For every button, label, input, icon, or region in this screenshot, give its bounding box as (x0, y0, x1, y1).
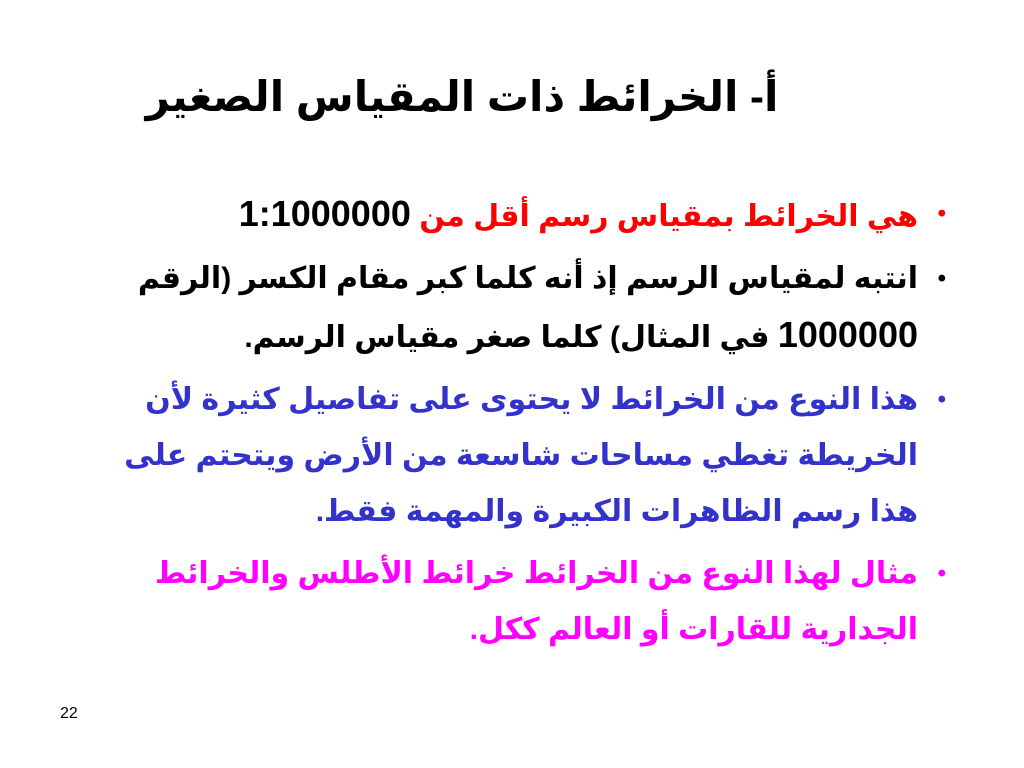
page-number: 22 (60, 705, 78, 722)
denominator-number: 1000000 (777, 314, 918, 355)
bullet-text: هي الخرائط بمقياس رسم أقل من (419, 200, 918, 233)
bullet-item-4 (100, 546, 946, 658)
scale-ratio: 1:1000000 (238, 193, 411, 234)
bullet-text: مثال لهذا النوع من الخرائط خرائط الأطلس والخرائط الجدارية للقارات أو العالم ككل. (155, 557, 918, 646)
bullet-item-1 (100, 186, 946, 245)
bullet-item-3 (100, 372, 946, 540)
bullet-dot-icon: • (937, 560, 946, 587)
bullet-list (100, 186, 946, 664)
bullet-dot-icon: • (937, 265, 946, 292)
bullet-text-part1: انتبه لمقياس الرسم إذ أنه كلما كبر مقام الكسر (الرقم (137, 262, 918, 295)
bullet-text-part2: في المثال) كلما صغر مقياس الرسم. (244, 321, 770, 354)
bullet-item-2 (100, 251, 946, 366)
slide-title: أ- الخرائط ذات المقياس الصغير (145, 73, 779, 120)
bullet-dot-icon: • (937, 200, 946, 227)
bullet-text: هذا النوع من الخرائط لا يحتوى على تفاصيل كثيرة لأن الخريطة تغطي مساحات شاسعة من الأرض ويتحتم على هذا رسم الظاهرات الكبيرة والمهمة فقط. (124, 383, 918, 528)
bullet-dot-icon: • (937, 386, 946, 413)
